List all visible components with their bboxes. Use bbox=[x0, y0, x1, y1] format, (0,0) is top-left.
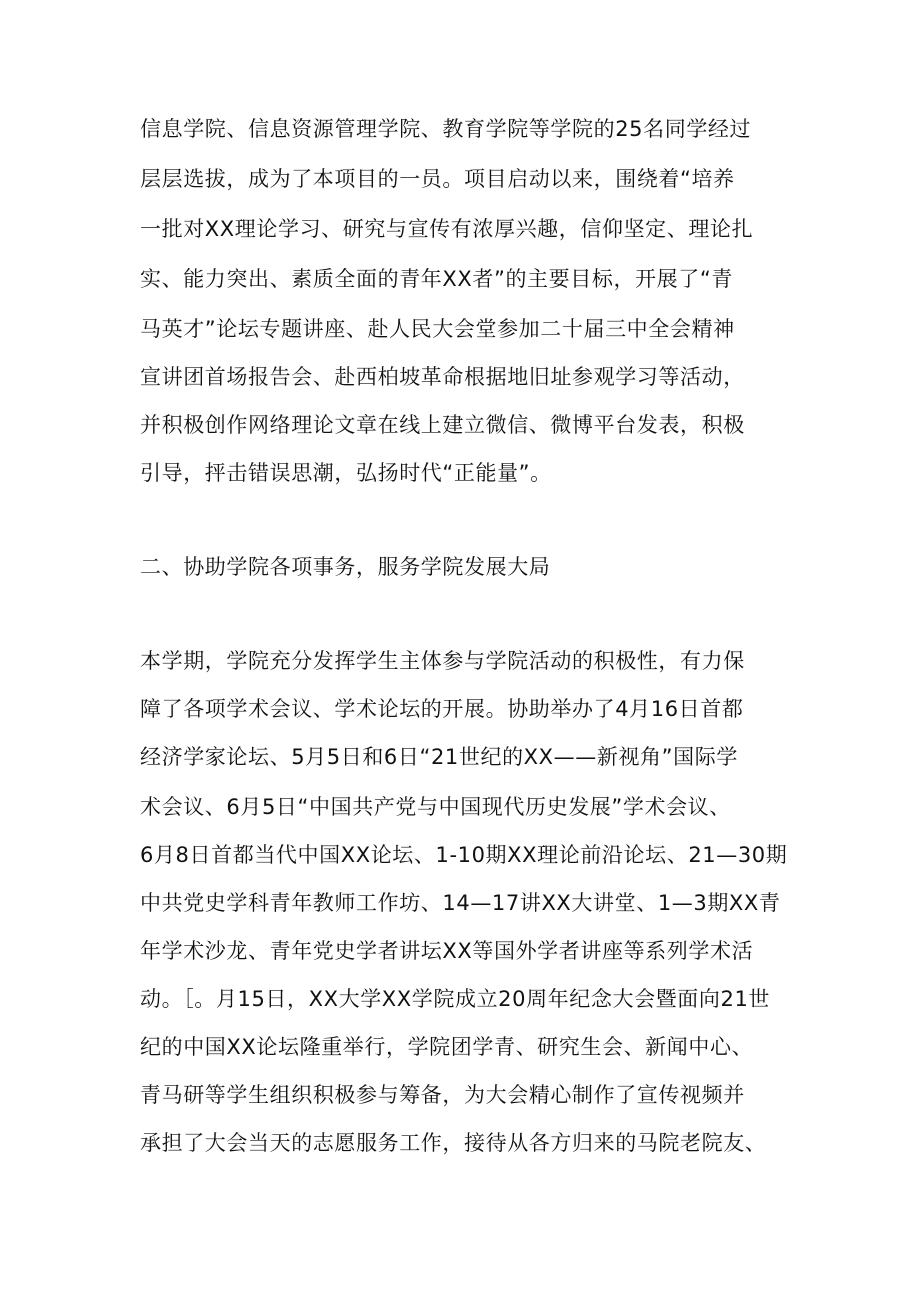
paragraph-2-line: 本学期，学院充分发挥学生主体参与学院活动的积极性，有力保 bbox=[140, 649, 745, 673]
paragraph-2-line: 承担了大会当天的志愿服务工作，接待从各方归来的马院老院友、 bbox=[140, 1131, 767, 1155]
paragraph-2-line: 经济学家论坛、5月5日和6日“21世纪的XX——新视角”国际学 bbox=[140, 745, 738, 769]
paragraph-2-line: 纪的中国XX论坛隆重举行，学院团学青、研究生会、新闻中心、 bbox=[140, 1035, 754, 1059]
paragraph-2-line: 术会议、6月5日“中国共产党与中国现代历史发展”学术会议、 bbox=[140, 795, 731, 819]
section-heading: 二、协助学院各项事务，服务学院发展大局 bbox=[140, 555, 551, 579]
paragraph-1-line: 并积极创作网络理论文章在线上建立微信、微博平台发表，积极 bbox=[140, 413, 745, 437]
paragraph-2-line: 6月8日首都当代中国XX论坛、1-10期XX理论前沿论坛、21—30期 bbox=[140, 843, 788, 867]
paragraph-2-line: 障了各项学术会议、学术论坛的开展。协助举办了4月16日首都 bbox=[140, 697, 744, 721]
paragraph-1-line: 宣讲团首场报告会、赴西柏坡革命根据地旧址参观学习等活动， bbox=[140, 365, 745, 389]
paragraph-2-line: 中共党史学科青年教师工作坊、14—17讲XX大讲堂、1—3期XX青 bbox=[140, 891, 781, 915]
paragraph-1-line: 层层选拔，成为了本项目的一员。项目启动以来，围绕着“培养 bbox=[140, 167, 735, 191]
paragraph-1-line: 一批对XX理论学习、研究与宣传有浓厚兴趣，信仰坚定、理论扎 bbox=[140, 217, 754, 241]
paragraph-1-line: 马英才”论坛专题讲座、赴人民大会堂参加二十届三中全会精神 bbox=[140, 317, 735, 341]
paragraph-1-line: 实、能力突出、素质全面的青年XX者”的主要目标，开展了“青 bbox=[140, 267, 733, 291]
paragraph-1-line: 引导，抨击错误思潮，弘扬时代“正能量”。 bbox=[140, 461, 552, 485]
paragraph-2-line: 年学术沙龙、青年党史学者讲坛XX等国外学者讲座等系列学术活 bbox=[140, 939, 754, 963]
paragraph-1-line: 信息学院、信息资源管理学院、教育学院等学院的25名同学经过 bbox=[140, 117, 752, 141]
paragraph-2-line: 动。［。月15日，XX大学XX学院成立20周年纪念大会暨面向21世 bbox=[140, 987, 771, 1011]
paragraph-2-line: 青马研等学生组织积极参与筹备，为大会精心制作了宣传视频并 bbox=[140, 1083, 745, 1107]
